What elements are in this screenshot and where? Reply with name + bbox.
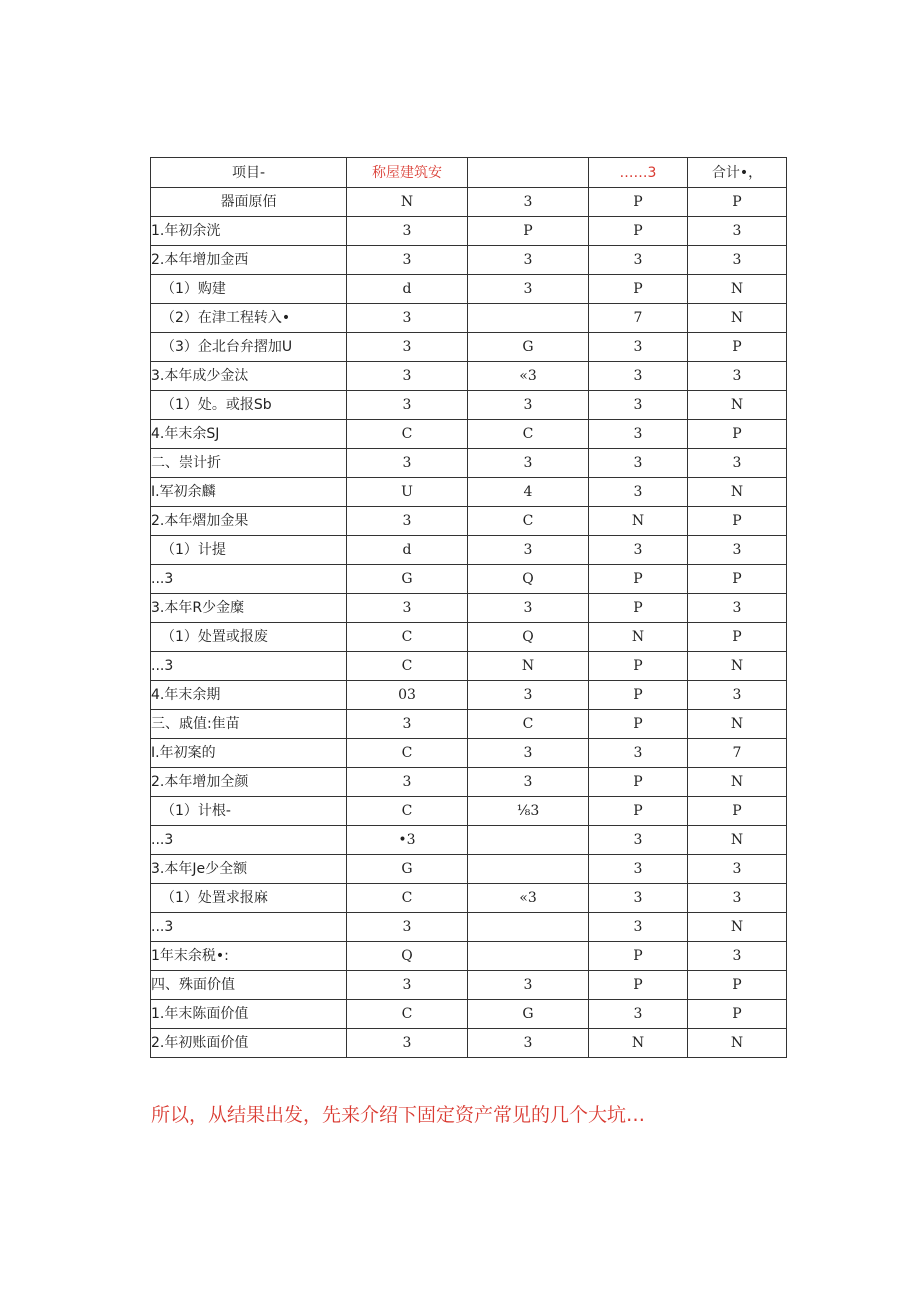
cell-value: 3: [347, 217, 468, 246]
fixed-asset-table: [150, 157, 787, 1058]
table-row: [151, 420, 787, 449]
row-label: 二、崇计折: [151, 449, 347, 478]
cell-value: 3: [347, 246, 468, 275]
cell-value: [468, 304, 589, 333]
table-row: [151, 913, 787, 942]
row-label: 3.本年成少金汰: [151, 362, 347, 391]
cell-value: 3: [468, 246, 589, 275]
cell-value: 3: [347, 304, 468, 333]
cell-value: 3: [347, 913, 468, 942]
row-label: 2.年初账面价值: [151, 1029, 347, 1058]
cell-value: 3: [347, 362, 468, 391]
table-row: [151, 1029, 787, 1058]
cell-value: 3: [589, 913, 688, 942]
row-label: （1）计根-: [151, 797, 347, 826]
cell-value: P: [589, 797, 688, 826]
table-row: [151, 623, 787, 652]
cell-value: Q: [468, 565, 589, 594]
cell-value: N: [688, 391, 787, 420]
cell-value: N: [688, 652, 787, 681]
row-label: 四、殊面价值: [151, 971, 347, 1000]
header-item: 项目-: [151, 158, 347, 188]
cell-value: [468, 913, 589, 942]
cell-value: P: [589, 188, 688, 217]
cell-value: C: [347, 420, 468, 449]
cell-value: P: [589, 942, 688, 971]
cell-value: P: [589, 275, 688, 304]
table-row: [151, 710, 787, 739]
cell-value: C: [347, 884, 468, 913]
cell-value: 3: [589, 855, 688, 884]
cell-value: N: [688, 1029, 787, 1058]
cell-value: C: [468, 710, 589, 739]
cell-value: d: [347, 536, 468, 565]
row-label: （1）处置或报废: [151, 623, 347, 652]
cell-value: P: [589, 565, 688, 594]
cell-value: 3: [688, 217, 787, 246]
cell-value: N: [589, 507, 688, 536]
cell-value: P: [589, 217, 688, 246]
cell-value: 3: [589, 478, 688, 507]
cell-value: 3: [688, 449, 787, 478]
table-row: [151, 681, 787, 710]
cell-value: P: [688, 1000, 787, 1029]
table-row: [151, 333, 787, 362]
table-row: [151, 594, 787, 623]
cell-value: Q: [468, 623, 589, 652]
row-label: 2.本年增加全颜: [151, 768, 347, 797]
table-row: [151, 855, 787, 884]
cell-value: P: [688, 188, 787, 217]
cell-value: [468, 855, 589, 884]
cell-value: 7: [688, 739, 787, 768]
cell-value: 3: [688, 536, 787, 565]
cell-value: 3: [688, 884, 787, 913]
cell-value: 3: [468, 1029, 589, 1058]
table-row: [151, 826, 787, 855]
cell-value: 3: [468, 768, 589, 797]
row-label: （2）在津工程转入•: [151, 304, 347, 333]
cell-value: 3: [347, 391, 468, 420]
cell-value: P: [688, 971, 787, 1000]
cell-value: N: [589, 623, 688, 652]
cell-value: 3: [688, 855, 787, 884]
cell-value: 3: [468, 391, 589, 420]
cell-value: 3: [347, 971, 468, 1000]
cell-value: P: [688, 507, 787, 536]
cell-value: 3: [347, 710, 468, 739]
cell-value: N: [589, 1029, 688, 1058]
table-row: [151, 449, 787, 478]
cell-value: C: [468, 420, 589, 449]
cell-value: P: [688, 420, 787, 449]
table-row: [151, 942, 787, 971]
row-label: 3.本年Je少全额: [151, 855, 347, 884]
conclusion-text: 所以，从结果出发，先来介绍下固定资产常见的几个大坑…: [151, 1104, 646, 1126]
cell-value: 3: [589, 884, 688, 913]
cell-value: 3: [347, 333, 468, 362]
table-row: [151, 768, 787, 797]
table-row: [151, 565, 787, 594]
cell-value: 3: [347, 594, 468, 623]
cell-value: 3: [347, 449, 468, 478]
cell-value: 3: [589, 246, 688, 275]
cell-value: •3: [347, 826, 468, 855]
cell-value: G: [347, 565, 468, 594]
row-label: ...3: [151, 652, 347, 681]
cell-value: 3: [468, 594, 589, 623]
table-header-row: [151, 158, 787, 188]
table-row: [151, 478, 787, 507]
cell-value: N: [688, 768, 787, 797]
cell-value: C: [468, 507, 589, 536]
cell-value: C: [347, 739, 468, 768]
cell-value: N: [688, 826, 787, 855]
cell-value: 3: [688, 594, 787, 623]
cell-value: 4: [468, 478, 589, 507]
cell-value: N: [688, 478, 787, 507]
cell-value: 3: [468, 739, 589, 768]
row-label: 1.年末陈面价值: [151, 1000, 347, 1029]
row-label: 三、戚值:隹苗: [151, 710, 347, 739]
row-label: 4.年末余SJ: [151, 420, 347, 449]
cell-value: «3: [468, 884, 589, 913]
row-label: （3）企北台弁摺加U: [151, 333, 347, 362]
table-row: [151, 304, 787, 333]
header-col-3: [468, 158, 589, 188]
cell-value: P: [589, 681, 688, 710]
table-row: [151, 391, 787, 420]
cell-value: 3: [589, 333, 688, 362]
table-row: [151, 362, 787, 391]
table-row: [151, 652, 787, 681]
table-row: [151, 971, 787, 1000]
row-label: I.军初余麟: [151, 478, 347, 507]
cell-value: d: [347, 275, 468, 304]
cell-value: P: [589, 710, 688, 739]
cell-value: 3: [589, 362, 688, 391]
table-row: [151, 884, 787, 913]
cell-value: P: [688, 333, 787, 362]
row-label: 1年末余税•:: [151, 942, 347, 971]
cell-value: P: [688, 623, 787, 652]
row-label: 器面原佰: [151, 188, 347, 217]
row-label: （1）计提: [151, 536, 347, 565]
cell-value: C: [347, 652, 468, 681]
cell-value: 3: [347, 1029, 468, 1058]
table-row: [151, 188, 787, 217]
cell-value: P: [468, 217, 589, 246]
cell-value: 3: [347, 507, 468, 536]
row-label: ...3: [151, 826, 347, 855]
cell-value: [468, 826, 589, 855]
cell-value: 3: [468, 449, 589, 478]
cell-value: 3: [468, 536, 589, 565]
cell-value: U: [347, 478, 468, 507]
header-total: 合计•，: [688, 158, 787, 188]
table-row: [151, 739, 787, 768]
cell-value: 3: [589, 739, 688, 768]
cell-value: C: [347, 1000, 468, 1029]
cell-value: [468, 942, 589, 971]
cell-value: C: [347, 797, 468, 826]
table-row: [151, 246, 787, 275]
row-label: （1）处置求报麻: [151, 884, 347, 913]
cell-value: C: [347, 623, 468, 652]
row-label: （1）处。或报Sb: [151, 391, 347, 420]
cell-value: 3: [589, 826, 688, 855]
cell-value: 3: [589, 536, 688, 565]
cell-value: N: [468, 652, 589, 681]
header-col-4: ……3: [589, 158, 688, 188]
row-label: I.年初案的: [151, 739, 347, 768]
cell-value: N: [688, 275, 787, 304]
cell-value: 3: [468, 188, 589, 217]
row-label: 2.本年熠加金果: [151, 507, 347, 536]
row-label: ...3: [151, 913, 347, 942]
row-label: 1.年初余洸: [151, 217, 347, 246]
cell-value: G: [468, 1000, 589, 1029]
cell-value: 3: [589, 391, 688, 420]
cell-value: P: [589, 652, 688, 681]
header-buildings: 称屋建筑安: [347, 158, 468, 188]
cell-value: N: [347, 188, 468, 217]
cell-value: N: [688, 913, 787, 942]
cell-value: 3: [468, 971, 589, 1000]
cell-value: 3: [468, 681, 589, 710]
row-label: （1）购建: [151, 275, 347, 304]
cell-value: 3: [589, 420, 688, 449]
table-row: [151, 536, 787, 565]
cell-value: P: [688, 797, 787, 826]
cell-value: P: [688, 565, 787, 594]
cell-value: G: [347, 855, 468, 884]
cell-value: N: [688, 710, 787, 739]
table-row: [151, 275, 787, 304]
cell-value: ⅛3: [468, 797, 589, 826]
cell-value: P: [589, 768, 688, 797]
table-row: [151, 1000, 787, 1029]
cell-value: 3: [347, 768, 468, 797]
row-label: 4.年末余期: [151, 681, 347, 710]
cell-value: Q: [347, 942, 468, 971]
cell-value: G: [468, 333, 589, 362]
cell-value: 3: [688, 681, 787, 710]
table-row: [151, 217, 787, 246]
cell-value: P: [589, 594, 688, 623]
cell-value: 3: [688, 942, 787, 971]
cell-value: 03: [347, 681, 468, 710]
row-label: ...3: [151, 565, 347, 594]
cell-value: 3: [688, 362, 787, 391]
table-row: [151, 797, 787, 826]
cell-value: 7: [589, 304, 688, 333]
cell-value: 3: [468, 275, 589, 304]
cell-value: P: [589, 971, 688, 1000]
cell-value: 3: [688, 246, 787, 275]
row-label: 2.本年增加金西: [151, 246, 347, 275]
cell-value: «3: [468, 362, 589, 391]
cell-value: 3: [589, 1000, 688, 1029]
table-row: [151, 507, 787, 536]
row-label: 3.本年R少金糜: [151, 594, 347, 623]
cell-value: 3: [589, 449, 688, 478]
cell-value: N: [688, 304, 787, 333]
